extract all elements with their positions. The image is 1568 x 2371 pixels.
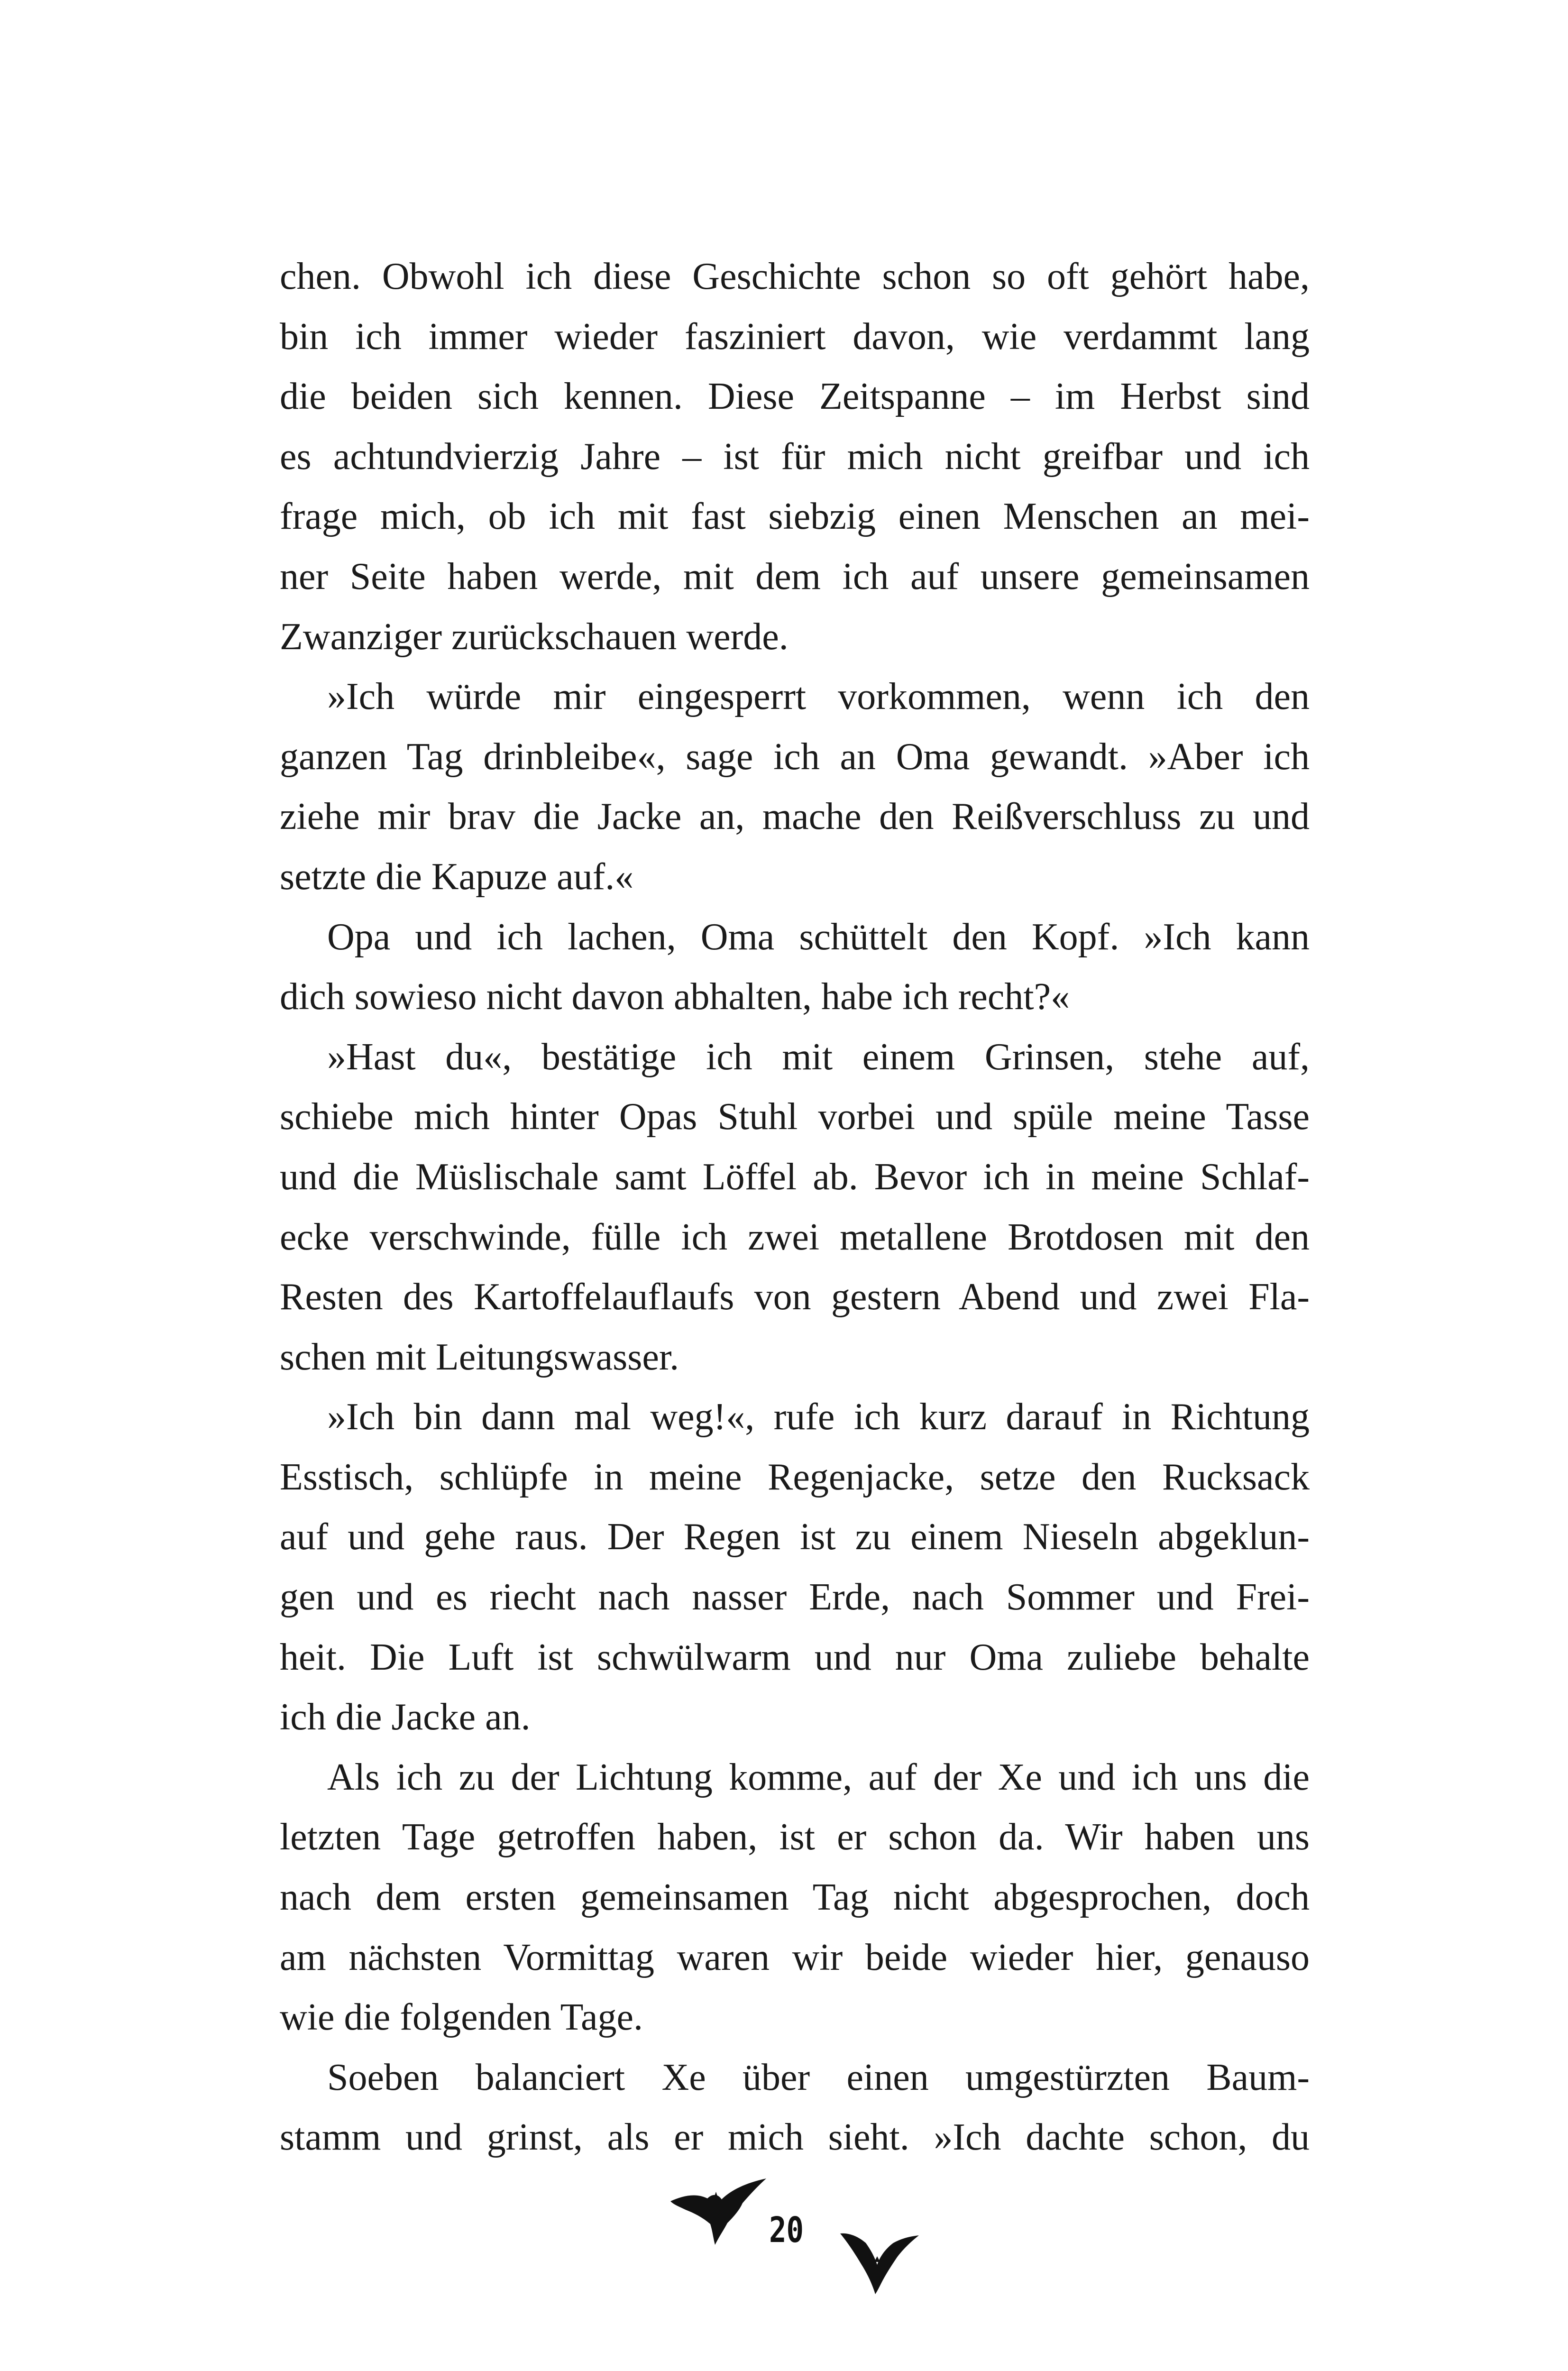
text-line: Soeben balanciert Xe über einen umgestürzten Baum- — [327, 2056, 1310, 2098]
text-line: »Ich bin dann mal weg!«, rufe ich kurz darauf in Richtung — [327, 1396, 1310, 1438]
text-line: frage mich, ob ich mit fast siebzig einen Menschen an mei- — [280, 496, 1310, 538]
text-line: wie die folgenden Tage. — [280, 1996, 643, 2039]
text-line: bin ich immer wieder fasziniert davon, wie verdammt lang — [280, 315, 1310, 358]
text-line: schiebe mich hinter Opas Stuhl vorbei und spüle meine Tasse — [280, 1096, 1310, 1138]
text-line: nach dem ersten gemeinsamen Tag nicht abgesprochen, doch — [280, 1876, 1310, 1919]
text-line: Resten des Kartoffelauflaufs von gestern Abend und zwei Fla- — [280, 1276, 1310, 1318]
text-line: schen mit Leitungswasser. — [280, 1336, 679, 1378]
text-line: ganzen Tag drinbleibe«, sage ich an Oma gewandt. »Aber ich — [280, 735, 1310, 778]
text-line: »Hast du«, bestätige ich mit einem Grinsen, stehe auf, — [327, 1036, 1310, 1078]
text-line: Esstisch, schlüpfe in meine Regenjacke, setze den Rucksack — [280, 1456, 1310, 1498]
text-line: Zwanziger zurückschauen werde. — [280, 616, 789, 658]
text-line: ziehe mir brav die Jacke an, mache den Reißverschluss zu und — [280, 796, 1310, 838]
text-line: ner Seite haben werde, mit dem ich auf unsere gemeinsamen — [280, 555, 1310, 597]
text-line: ecke verschwinde, fülle ich zwei metallene Brotdosen mit den — [280, 1216, 1310, 1258]
text-line: und die Müslischale samt Löffel ab. Bevor ich in meine Schlaf- — [280, 1156, 1310, 1198]
text-line: am nächsten Vormittag waren wir beide wieder hier, genauso — [280, 1936, 1310, 1978]
text-line: »Ich würde mir eingesperrt vorkommen, wenn ich den — [327, 676, 1310, 718]
bat-icon — [669, 2177, 768, 2248]
bat-icon — [839, 2229, 920, 2295]
text-line: auf und gehe raus. Der Regen ist zu einem Nieseln abgeklun- — [280, 1516, 1310, 1558]
text-line: es achtundvierzig Jahre – ist für mich nicht greifbar und ich — [280, 435, 1310, 478]
page-number: 20 — [769, 2210, 804, 2251]
text-line: die beiden sich kennen. Diese Zeitspanne – im Herbst sind — [280, 376, 1310, 418]
text-line: Als ich zu der Lichtung komme, auf der Xe und ich uns die — [327, 1756, 1310, 1798]
text-line: dich sowieso nicht davon abhalten, habe ich recht?« — [280, 976, 1070, 1018]
text-line: stamm und grinst, als er mich sieht. »Ich dachte schon, du — [280, 2116, 1310, 2159]
text-line: letzten Tage getroffen haben, ist er schon da. Wir haben uns — [280, 1816, 1310, 1858]
text-line: ich die Jacke an. — [280, 1696, 531, 1738]
page-footer — [0, 2162, 1568, 2295]
text-line: gen und es riecht nach nasser Erde, nach Sommer und Frei- — [280, 1576, 1310, 1618]
body-text — [280, 247, 1310, 2168]
text-line: setzte die Kapuze auf.« — [280, 855, 634, 898]
text-line: heit. Die Luft ist schwülwarm und nur Oma zuliebe behalte — [280, 1636, 1310, 1678]
text-line: chen. Obwohl ich diese Geschichte schon so oft gehört habe, — [280, 256, 1310, 297]
text-line: Opa und ich lachen, Oma schüttelt den Kopf. »Ich kann — [327, 916, 1310, 958]
